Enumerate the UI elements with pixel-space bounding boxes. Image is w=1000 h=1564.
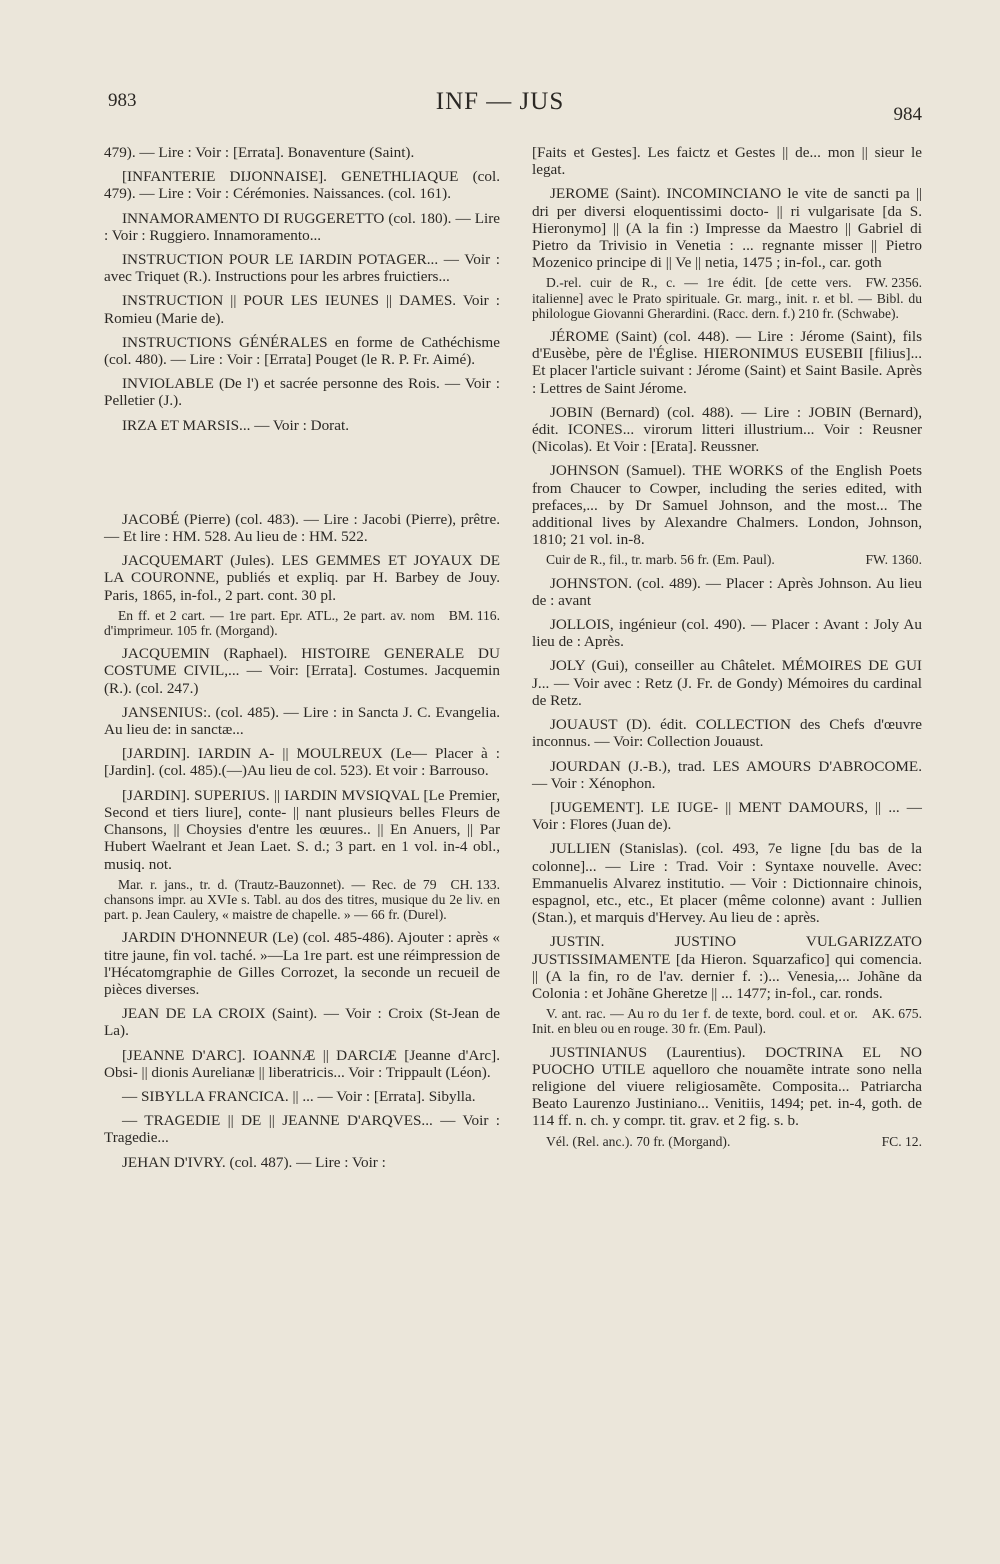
bibliographic-note bbox=[532, 1134, 922, 1149]
catalog-entry bbox=[104, 1005, 500, 1039]
entry-text: JOURDAN (J.-B.), trad. LES AMOURS D'ABROCOME. — Voir : Xénophon. bbox=[532, 757, 922, 792]
entry-text: JARDIN D'HONNEUR (Le) (col. 485-486). Ajouter : après « titre jaune, fin vol. taché. »—La 1re part. est une réimpression de l'Hécatomgraphie de Gilles Corrozet, la seconde un recueil de pièces diverses. bbox=[104, 929, 501, 998]
catalog-entry bbox=[532, 144, 922, 178]
catalog-entry bbox=[532, 185, 922, 271]
catalog-entry bbox=[104, 645, 500, 697]
entry-text: JANSENIUS:. (col. 485). — Lire : in Sancta J. C. Evangelia. Au lieu de: in sanctæ... bbox=[104, 703, 500, 739]
bibliographic-note bbox=[532, 275, 922, 321]
bibliographic-note bbox=[104, 608, 500, 638]
entry-text: [JUGEMENT]. LE IUGE- || MENT DAMOURS, || ... — Voir : Flores (Juan de). bbox=[532, 798, 922, 834]
catalog-entry bbox=[532, 328, 922, 397]
catalog-entry bbox=[104, 334, 500, 368]
entry-text: Vél. (Rel. anc.). 70 fr. (Morgand). bbox=[546, 1133, 731, 1149]
catalog-entry bbox=[104, 552, 500, 604]
entry-text: JEHAN D'IVRY. (col. 487). — Lire : Voir : bbox=[122, 1153, 386, 1171]
catalog-entry bbox=[532, 616, 922, 650]
entry-text: INVIOLABLE (De l') et sacrée personne des Rois. — Voir : Pelletier (J.). bbox=[104, 375, 500, 410]
entry-text: JACOBÉ (Pierre) (col. 483). — Lire : Jacobi (Pierre), prêtre. — Et lire : HM. 528. Au lieu de : HM. 522. bbox=[104, 510, 500, 546]
catalog-entry bbox=[104, 745, 500, 779]
catalog-reference: CH. 133. bbox=[450, 876, 500, 892]
entry-text: JULLIEN (Stanislas). (col. 493, 7e ligne [du bas de la colonne]... — Lire : Trad. Voir : Syntaxe nouvelle. Avec: Emmanuelis Alvarez institutio. — Voir : Dictionnaire chinois, espagnol, etc., etc., Et placer (même colonne) avant : Jullien (Stan.), et marquis d'Hervey. Au lieu de : après. bbox=[532, 840, 922, 927]
catalog-entry bbox=[532, 404, 922, 456]
catalog-reference: FW. 1360. bbox=[865, 552, 922, 568]
entry-text: JACQUEMIN (Raphael). HISTOIRE GENERALE DU COSTUME CIVIL,... — Voir: [Errata]. Costumes. Jacquemin (R.). (col. 247.) bbox=[104, 645, 500, 697]
entry-text: — TRAGEDIE || DE || JEANNE D'ARQVES... — Voir : Tragedie... bbox=[104, 1112, 500, 1147]
entry-text: D.-rel. cuir de R., c. — 1re édit. [de cette vers. italienne] avec le Prato spirituale. Gr. marg., init. r. et bl. — Bibl. du philologue Giovanni Gherardini. (Racc. dern. f.) 210 fr. (Schwabe). bbox=[532, 275, 922, 321]
entry-text: En ff. et 2 cart. — 1re part. Epr. ATL., 2e part. av. nom d'imprimeur. 105 fr. (Morgand). bbox=[104, 607, 435, 639]
catalog-reference: FC. 12. bbox=[881, 1133, 922, 1149]
left-page-number: 983 bbox=[108, 90, 137, 111]
entry-text: [INFANTERIE DIJONNAISE]. GENETHLIAQUE (col. 479). — Lire : Voir : Cérémonies. Naissances. (col. 161). bbox=[104, 168, 500, 203]
entry-text: [Faits et Gestes]. Les faictz et Gestes || de... mon || sieur le legat. bbox=[532, 144, 922, 179]
entry-text: Mar. r. jans., tr. d. (Trautz-Bauzonnet). — Rec. de 79 chansons impr. au XVIe s. Tabl. au dos des titres, musique du 2e liv. en part. p. Jean Caulery, « maistre de chapelle. » — 66 fr. (Durel). bbox=[104, 876, 500, 923]
entry-text: JEROME (Saint). INCOMINCIANO le vite de sancti pa || dri per diversi eloquentissimi docto- || ri vulgarisate [da S. Hieronymo] || (A la fin :) Impresse da Maestro || Gabriel di Pietro da Trivisio in Venetia : ... regnante misser || Pietro Mozenico principe di || Ve || netia, 1475 ; in-fol., car. goth bbox=[532, 185, 922, 272]
catalog-entry bbox=[104, 375, 500, 409]
entry-text: JUSTIN. JUSTINO VULGARIZZATO JUSTISSIMAMENTE [da Hieron. Squarzafico] qui comencia. || (A la fin, ro de l'av. dernier f. :)... Venesia,... Johãne da Colonia : et Johãne Gheretze || ... 1477; in-fol., car. ronds. bbox=[532, 933, 922, 1002]
catalog-reference: AK. 675. bbox=[871, 1006, 922, 1022]
page-header bbox=[0, 88, 1000, 138]
bibliographic-note bbox=[532, 552, 922, 567]
entry-text: JOLY (Gui), conseiller au Châtelet. MÉMOIRES DE GUI J... — Voir avec : Retz (J. Fr. de Gondy) Mémoires du cardinal de Retz. bbox=[532, 657, 922, 709]
catalog-entry bbox=[532, 758, 922, 792]
bibliographic-note bbox=[104, 877, 500, 923]
catalog-entry bbox=[104, 1047, 500, 1081]
catalog-entry bbox=[532, 933, 922, 1002]
catalog-entry bbox=[104, 1154, 500, 1171]
catalog-entry bbox=[532, 575, 922, 609]
catalog-entry bbox=[104, 251, 500, 285]
entry-text: Cuir de R., fil., tr. marb. 56 fr. (Em. Paul). bbox=[546, 552, 775, 568]
entry-text: IRZA ET MARSIS... — Voir : Dorat. bbox=[122, 416, 349, 434]
catalog-entry bbox=[104, 929, 500, 998]
right-page-number: 984 bbox=[893, 104, 922, 125]
right-column bbox=[532, 144, 922, 1156]
catalog-entry bbox=[104, 787, 500, 873]
entry-text: JOHNSTON. (col. 489). — Placer : Après Johnson. Au lieu de : avant bbox=[532, 574, 922, 609]
entry-text: V. ant. rac. — Au ro du 1er f. de texte, bord. coul. et or. Init. en bleu ou en rouge. 30 fr. (Em. Paul). bbox=[532, 1006, 858, 1037]
catalog-entry bbox=[532, 716, 922, 750]
catalog-entry bbox=[104, 1088, 500, 1105]
catalog-entry bbox=[104, 210, 500, 244]
catalog-reference: FW. 2356. bbox=[865, 275, 922, 291]
entry-text: JÉROME (Saint) (col. 448). — Lire : Jérome (Saint), fils d'Eusèbe, père de l'Église. HIERONIMUS EUSEBII [filius]... Et placer l'article suivant : Jérome (Saint) et Saint Basile. Après : Lettres de Saint Jérome. bbox=[532, 328, 922, 397]
catalog-entry bbox=[104, 511, 500, 545]
entry-text: [JEANNE D'ARC]. IOANNÆ || DARCIÆ [Jeanne d'Arc]. Obsi- || dionis Aurelianæ || liberatricis... Voir : Trippault (Léon). bbox=[104, 1046, 500, 1081]
left-column bbox=[104, 144, 500, 1178]
catalog-entry bbox=[104, 144, 500, 161]
entry-text: — SIBYLLA FRANCICA. || ... — Voir : [Errata]. Sibylla. bbox=[122, 1087, 476, 1105]
catalog-entry bbox=[532, 799, 922, 833]
catalog-entry bbox=[532, 1044, 922, 1130]
running-title: INF — JUS bbox=[435, 88, 565, 115]
catalog-entry bbox=[104, 168, 500, 202]
catalog-entry bbox=[104, 1112, 500, 1146]
catalog-reference: BM. 116. bbox=[448, 607, 500, 623]
catalog-entry bbox=[104, 292, 500, 326]
catalog-entry bbox=[104, 704, 500, 738]
entry-text: 479). — Lire : Voir : [Errata]. Bonaventure (Saint). bbox=[104, 144, 415, 161]
entry-text: JOHNSON (Samuel). THE WORKS of the English Poets from Chaucer to Cowper, including the series edited, with prefaces,... by Dr Samuel Johnson, and the most... The additional lives by Alexandre Chalmers. London, Johnson, 1810; 21 vol. in-8. bbox=[532, 462, 922, 549]
catalog-entry bbox=[532, 657, 922, 709]
section-gap bbox=[104, 441, 500, 511]
entry-text: JACQUEMART (Jules). LES GEMMES ET JOYAUX DE LA COURONNE, publiés et expliq. par H. Barbey de Jouy. Paris, 1865, in-fol., 2 part. cont. 30 pl. bbox=[104, 552, 500, 604]
entry-text: JOUAUST (D). édit. COLLECTION des Chefs d'œuvre inconnus. — Voir: Collection Jouaust. bbox=[532, 716, 922, 751]
entry-text: INSTRUCTION POUR LE IARDIN POTAGER... — Voir : avec Triquet (R.). Instructions pour les arbres fruictiers... bbox=[104, 251, 500, 286]
catalog-entry bbox=[532, 840, 922, 926]
entry-text: JEAN DE LA CROIX (Saint). — Voir : Croix (St-Jean de La). bbox=[104, 1005, 500, 1040]
entry-text: [JARDIN]. SUPERIUS. || IARDIN MVSIQVAL [Le Premier, Second et tiers liure], conte- || nant plusieurs belles Fleurs de Chansons, || Choysies d'entre les œuures.. || En Anuers, || Par Hubert Waelrant et Jean Laet. S. d.; 3 part. en 1 vol. in-4 obl., musiq. not. bbox=[104, 786, 500, 873]
entry-text: JUSTINIANUS (Laurentius). DOCTRINA EL NO PUOCHO UTILE aquelloro che nouamẽte intrate sono nella religione del viuere religiosamẽte. Composita... Patriarcha Beato Laurenzo Justiniano... Venitiis, 1494; pet. in-4, goth. de 114 ff. n. ch. y compr. tit. grav. et 2 fig. s. b. bbox=[532, 1043, 922, 1130]
entry-text: [JARDIN]. IARDIN A- || MOULREUX (Le— Placer à : [Jardin]. (col. 485).(—)Au lieu de col. 523). Et voir : Barrouso. bbox=[104, 745, 500, 780]
entry-text: INSTRUCTIONS GÉNÉRALES en forme de Cathéchisme (col. 480). — Lire : Voir : [Errata] Pouget (le R. P. Fr. Aimé). bbox=[104, 333, 500, 369]
bibliographic-note bbox=[532, 1006, 922, 1036]
entry-text: INSTRUCTION || POUR LES IEUNES || DAMES. Voir : Romieu (Marie de). bbox=[104, 292, 500, 327]
entry-text: INNAMORAMENTO DI RUGGERETTO (col. 180). — Lire : Voir : Ruggiero. Innamoramento... bbox=[104, 209, 500, 244]
catalog-entry bbox=[104, 417, 500, 434]
entry-text: JOBIN (Bernard) (col. 488). — Lire : JOBIN (Bernard), édit. ICONES... virorum litteri illustrium... Voir : Reusner (Nicolas). Et Voir : [Erata]. Reussner. bbox=[532, 403, 922, 456]
catalog-entry bbox=[532, 462, 922, 548]
entry-text: JOLLOIS, ingénieur (col. 490). — Placer : Avant : Joly Au lieu de : Après. bbox=[532, 616, 922, 651]
